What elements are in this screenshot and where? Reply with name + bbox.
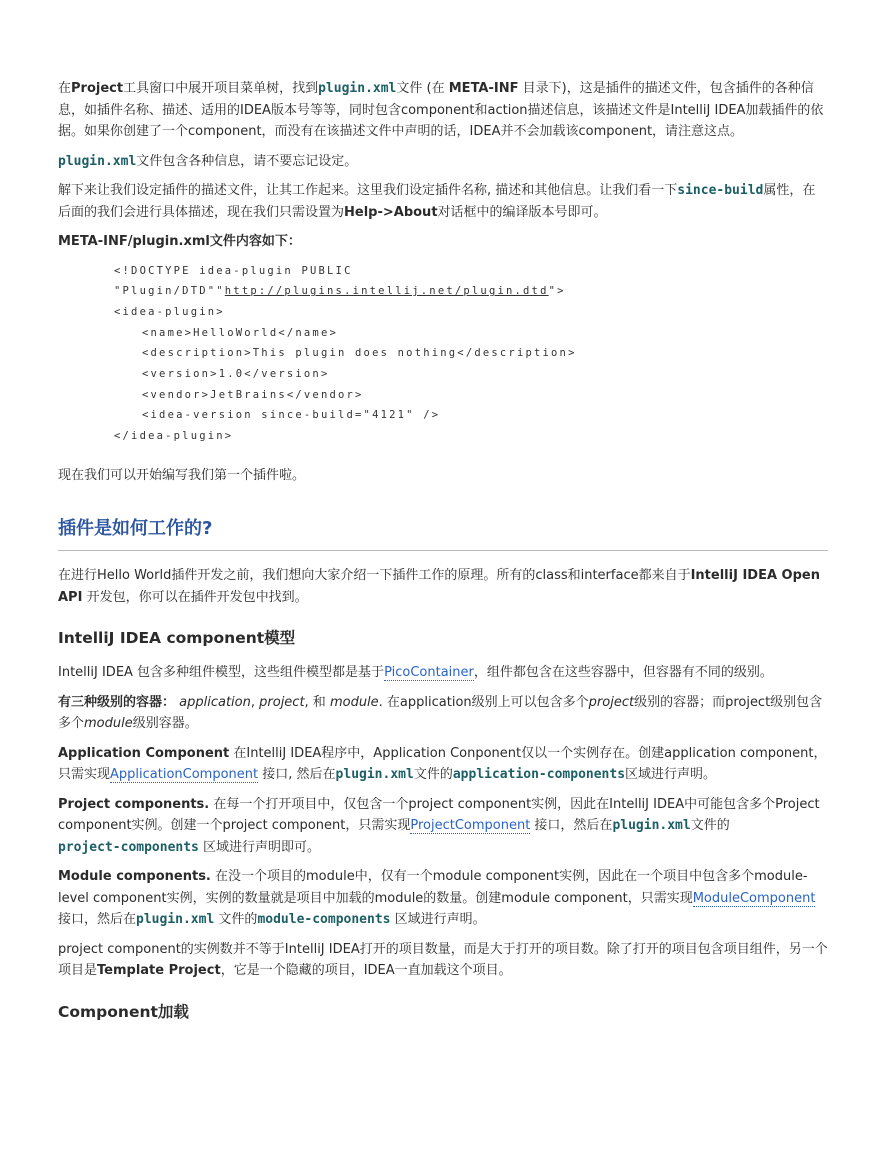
paragraph-plugin-xml-intro: [58, 78, 828, 143]
dtd-link[interactable]: http://plugins.intellij.net/plugin.dtd: [224, 285, 549, 298]
text: 开发包，你可以在插件开发包中找到。: [82, 589, 308, 605]
code-line: "Plugin/DTD"": [114, 285, 225, 298]
text: , 和: [304, 694, 330, 710]
paragraph-application-component: [58, 743, 828, 786]
code-inline: project-components: [58, 839, 199, 855]
bold-text: Project: [71, 81, 124, 96]
code-inline: application-components: [452, 767, 626, 783]
text: 对话框中的编译版本号即可。: [437, 204, 607, 220]
code-line: <vendor>JetBrains</vendor>: [142, 388, 364, 401]
text: 区域进行声明即可。: [198, 839, 321, 855]
paragraph-module-components: [58, 866, 828, 931]
code-inline: module-components: [257, 912, 391, 928]
paragraph-start-writing: 现在我们可以开始编写我们第一个插件啦。: [58, 467, 306, 483]
text: 文件的: [413, 767, 453, 783]
subheading-component-model: IntelliJ IDEA component模型: [58, 629, 296, 648]
paragraph-setup-descriptor: [58, 180, 828, 223]
text: 区域进行声明。: [390, 912, 486, 928]
text: 在每一个打开项目中，仅包含一个project component实例，因此在IntelliJ IDEA中可能包含多个Project component实例。创建一个project component，只需实现: [58, 796, 820, 834]
text: 在进行Hello World插件开发之前，我们想向大家介绍一下插件工作的原理。所有的class和interface都来自于: [58, 568, 691, 584]
paragraph-project-components: [58, 794, 828, 859]
paragraph-code-caption: [58, 231, 828, 253]
text: . 在application级别上可以包含多个: [378, 694, 589, 710]
code-line: <idea-version since-build="4121" />: [142, 409, 441, 422]
italic-text: project: [259, 694, 305, 710]
code-line: <idea-plugin>: [114, 305, 225, 318]
paragraph-container-levels: [58, 692, 828, 735]
text: ，它是一个隐藏的项目，IDEA一直加载这个项目。: [220, 963, 512, 979]
bold-text: 有三种级别的容器：: [58, 694, 176, 710]
text: 属性，在后面的我们会进行具体描述，现在我们只需设置为: [58, 183, 816, 220]
text: 文件 (在: [396, 81, 445, 96]
bold-text: Module components.: [58, 869, 211, 885]
text: 接口, 然后在: [258, 767, 336, 783]
text: 级别的容器；而project级别包含多个: [58, 694, 823, 732]
code-line: <description>This plugin does nothing</description>: [142, 347, 577, 360]
italic-text: project: [588, 694, 635, 710]
text: project component的实例数并不等于IntelliJ IDEA打开的项目数量，而是大于打开的项目数。除了打开的项目包含项目组件，另一个项目是: [58, 941, 828, 979]
text: 在没一个项目的module中，仅有一个module component实例，因此在一个项目中包含多个module-level component实例，实例的数量就是项目中加载的module的数量。创建module component，只需实现: [58, 869, 808, 906]
text: ,: [250, 694, 260, 710]
text: 解下来让我们设定插件的描述文件，让其工作起来。这里我们设定插件名称, 描述和其他信息。让我们看一下: [58, 183, 678, 198]
code-inline: plugin.xml: [335, 767, 414, 783]
bold-text: Help->About: [344, 204, 438, 220]
bold-text: META-INF: [448, 81, 519, 96]
subheading-component-loading: Component加载: [58, 1002, 189, 1021]
code-line: </idea-plugin>: [114, 430, 234, 443]
italic-text: module: [84, 716, 133, 732]
project-component-link[interactable]: ProjectComponent: [410, 818, 531, 834]
text: 文件的: [690, 818, 730, 834]
bold-text: Project components.: [58, 796, 210, 812]
italic-text: application: [179, 694, 251, 710]
application-component-link[interactable]: ApplicationComponent: [110, 767, 259, 783]
code-inline: plugin.xml: [136, 912, 215, 928]
paragraph-open-api: [58, 565, 828, 608]
code-inline: plugin.xml: [318, 81, 397, 96]
italic-text: module: [329, 694, 379, 710]
text: 工具窗口中展开项目菜单树，找到: [123, 81, 319, 96]
bold-text: META-INF/plugin.xml文件内容如下：: [58, 234, 301, 249]
text: 区域进行声明。: [625, 767, 717, 783]
text: ，组件都包含在这些容器中，但容器有不同的级别。: [473, 665, 773, 681]
code-line: <name>HelloWorld</name>: [142, 326, 338, 339]
picocontainer-link[interactable]: PicoContainer: [384, 665, 474, 681]
paragraph-component-models: [58, 662, 828, 684]
bold-text: Template Project: [97, 963, 221, 979]
text: 目录下)，这是插件的描述文件，包含插件的各种信息，如插件名称、描述、适用的IDEA版本号等等，同时包含component和action描述信息，该描述文件是IntelliJ IDEA加载插件的依据。如果你创建了一个component，而没有在该描述文件中声明的话，IDEA并不会加载该component，请注意这点。: [58, 81, 824, 139]
code-line: <!DOCTYPE idea-plugin PUBLIC: [114, 264, 353, 277]
code-inline: plugin.xml: [58, 153, 137, 169]
code-block-plugin-xml: [58, 261, 828, 447]
text: 文件的: [214, 912, 258, 928]
section-heading-how-plugins-work: 插件是如何工作的?: [58, 514, 828, 551]
code-inline: since-build: [677, 183, 764, 198]
bold-text: IntelliJ IDEA Open API: [58, 568, 820, 605]
paragraph-plugin-xml-note: [58, 151, 828, 173]
text: 文件包含各种信息，请不要忘记设定。: [136, 153, 358, 169]
paragraph-template-project: [58, 939, 828, 982]
module-component-link[interactable]: ModuleComponent: [692, 890, 816, 906]
code-inline: plugin.xml: [612, 818, 691, 834]
document-content: [58, 78, 828, 1036]
text: IntelliJ IDEA 包含多种组件模型，这些组件模型都是基于: [58, 665, 385, 681]
code-line: ">: [548, 285, 566, 298]
text: 在IntelliJ IDEA程序中，Application Conponent仅以一个实例存在。创建application component，只需实现: [58, 745, 827, 783]
text: 接口，然后在: [58, 912, 137, 928]
text: 在: [58, 81, 72, 96]
code-line: <version>1.0</version>: [142, 368, 330, 381]
text: 接口，然后在: [530, 818, 613, 834]
bold-text: Application Component: [58, 745, 230, 761]
text: 级别容器。: [132, 716, 198, 732]
